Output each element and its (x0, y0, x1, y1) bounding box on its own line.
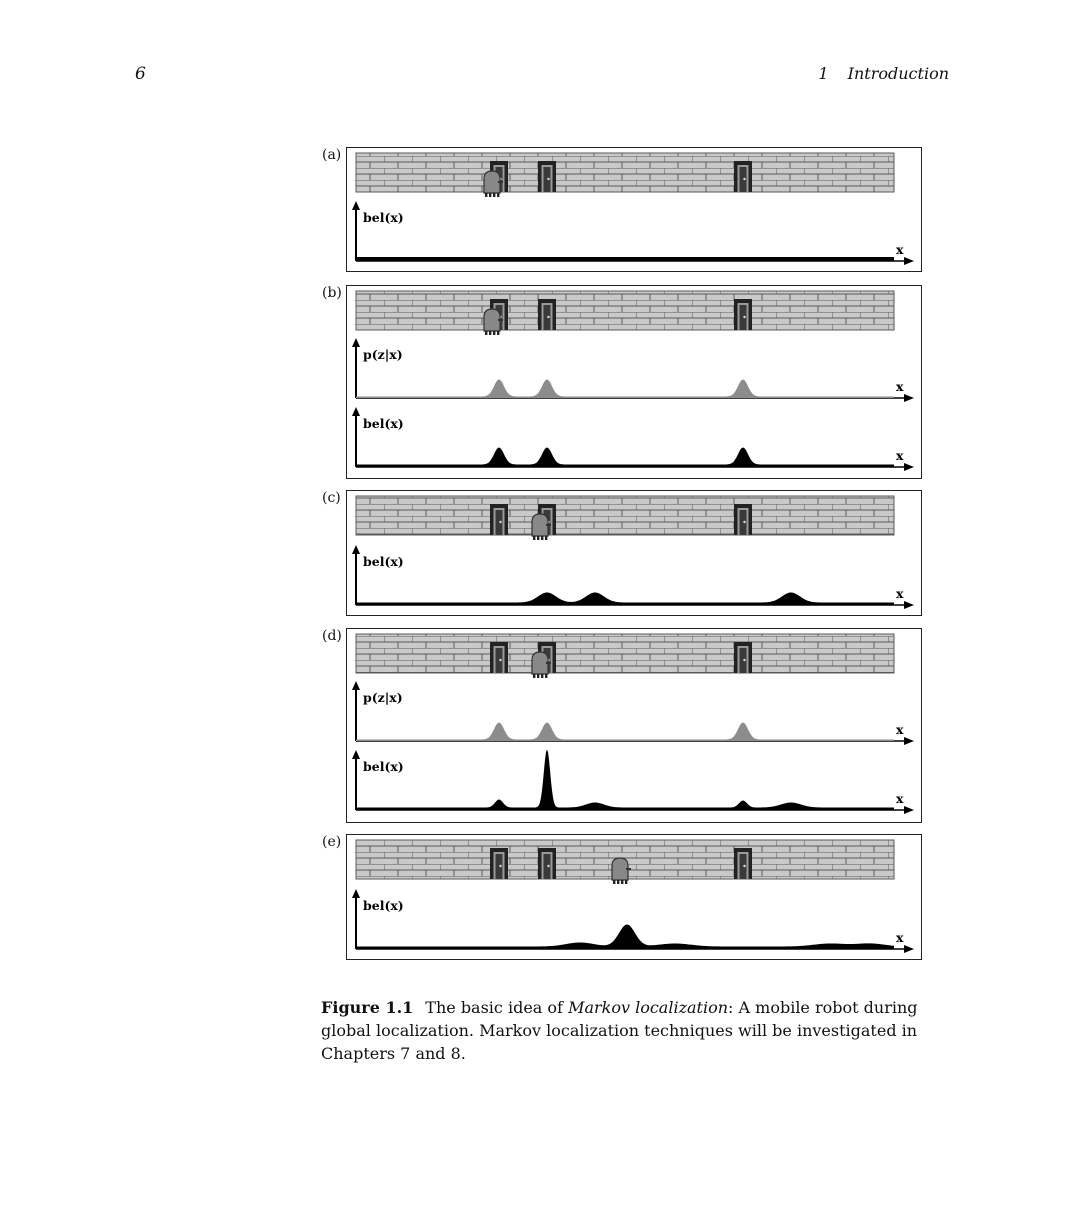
door-3 (734, 642, 752, 673)
door-2 (538, 299, 556, 330)
x-axis-arrow (904, 737, 914, 745)
x-axis-arrow (904, 945, 914, 953)
belief-curve (356, 448, 894, 468)
panel-e-label: (e) (322, 834, 342, 850)
y-axis-arrow (352, 681, 360, 690)
page-number: 6 (135, 64, 146, 84)
x-axis-label: x (896, 791, 904, 806)
y-axis-arrow (352, 338, 360, 347)
caption-text-before: The basic idea of (425, 998, 569, 1017)
brick-wall (356, 153, 894, 192)
belief-curve (356, 257, 894, 261)
x-axis-label: x (896, 586, 904, 601)
x-axis-label: x (896, 242, 904, 257)
x-axis-arrow (904, 601, 914, 609)
door-2 (538, 848, 556, 879)
observation-curve (356, 380, 894, 399)
panel-d-drawing (352, 634, 914, 814)
caption-text-after: : A mobile robot during global localization. Markov localization techniques will be investigated in Chapters 7 and 8. (321, 998, 918, 1063)
panel-a-drawing (352, 153, 914, 265)
y-axis-arrow (352, 201, 360, 210)
brick-wall (356, 496, 894, 535)
panel-d-label: (d) (322, 628, 342, 644)
panel-b-label: (b) (322, 285, 342, 301)
panel-c-drawing (352, 496, 914, 609)
caption-italic-term: Markov localization (568, 998, 729, 1017)
y-axis-label: p(z|x) (363, 347, 403, 362)
door-1 (490, 504, 508, 535)
x-axis-arrow (904, 806, 914, 814)
figure-number: Figure 1.1 (321, 998, 414, 1017)
plot-bel-b (352, 407, 914, 471)
panel-b-drawing (352, 291, 914, 471)
y-axis-label: bel(x) (363, 554, 404, 569)
plot-bel-e (352, 889, 914, 953)
belief-curve (356, 750, 894, 811)
brick-wall (356, 634, 894, 673)
x-axis-arrow (904, 394, 914, 402)
plot-bel-d (352, 750, 914, 815)
belief-curve (356, 924, 894, 949)
y-axis-label: bel(x) (363, 759, 404, 774)
door-3 (734, 161, 752, 192)
plot-bel-a (352, 201, 914, 265)
x-axis-label: x (896, 448, 904, 463)
figure-caption (321, 996, 951, 1065)
door-3 (734, 299, 752, 330)
observation-curve (356, 723, 894, 742)
x-axis-arrow (904, 257, 914, 265)
door-3 (734, 848, 752, 879)
panel-c-label: (c) (322, 490, 341, 506)
panel-e-drawing (352, 840, 914, 953)
y-axis-label: p(z|x) (363, 690, 403, 705)
plot-obs-b (352, 338, 914, 402)
y-axis-label: bel(x) (363, 416, 404, 431)
door-2 (538, 161, 556, 192)
chapter-title: Introduction (847, 64, 949, 83)
belief-curve (356, 593, 894, 606)
y-axis-arrow (352, 545, 360, 554)
x-axis-arrow (904, 463, 914, 471)
door-1 (490, 642, 508, 673)
panel-a-label: (a) (322, 147, 342, 163)
x-axis-label: x (896, 379, 904, 394)
y-axis-label: bel(x) (363, 898, 404, 913)
plot-bel-c (352, 545, 914, 609)
y-axis-arrow (352, 407, 360, 416)
y-axis-label: bel(x) (363, 210, 404, 225)
plot-obs-d (352, 681, 914, 745)
y-axis-arrow (352, 889, 360, 898)
chapter-number: 1 (818, 64, 829, 83)
y-axis-arrow (352, 750, 360, 759)
door-3 (734, 504, 752, 535)
x-axis-label: x (896, 722, 904, 737)
x-axis-label: x (896, 930, 904, 945)
brick-wall (356, 291, 894, 330)
door-1 (490, 848, 508, 879)
